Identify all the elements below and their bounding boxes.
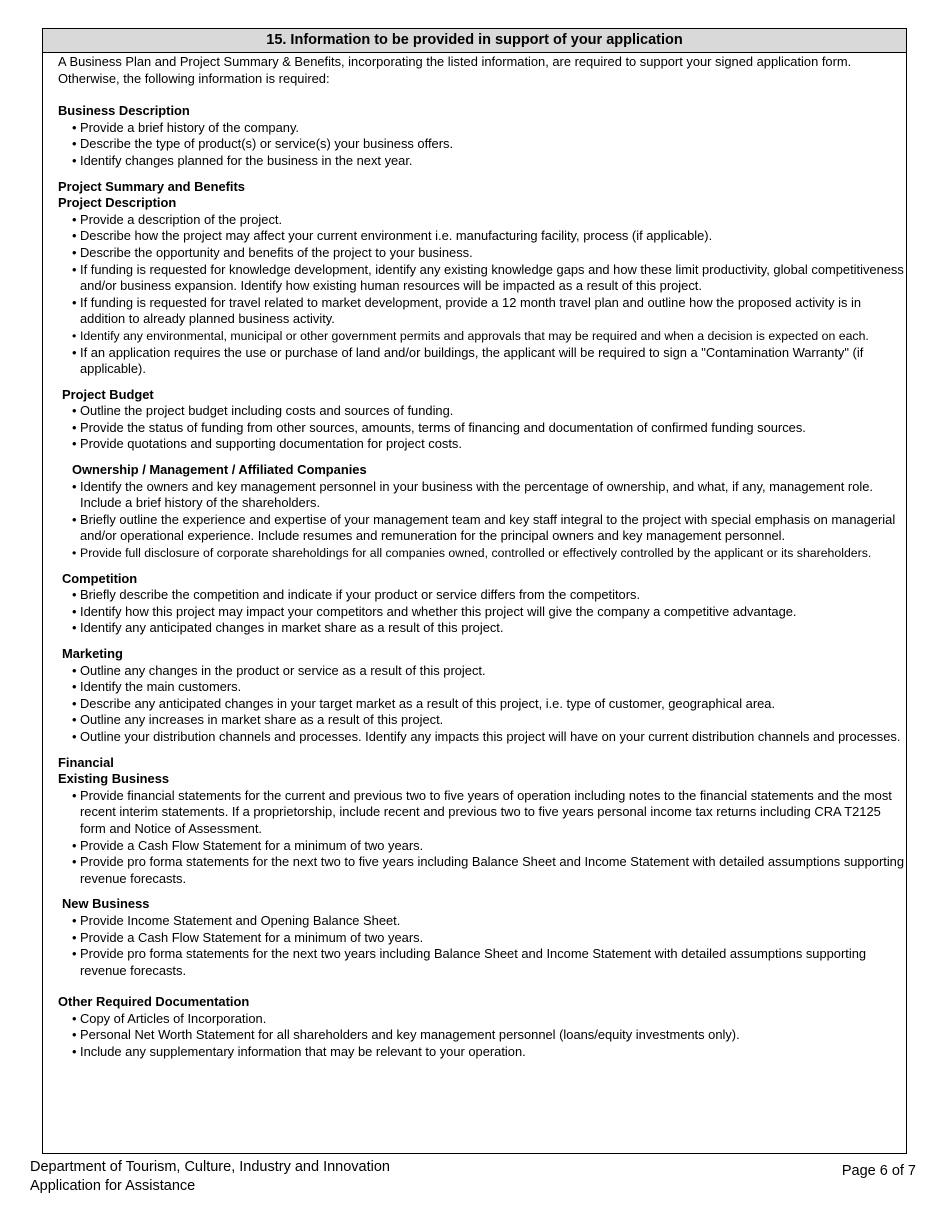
project-summary-heading: Project Summary and Benefits xyxy=(58,178,245,194)
competition-section xyxy=(58,571,906,637)
financial-heading: Financial xyxy=(58,754,114,770)
list-item: • Provide a brief history of the company. xyxy=(72,120,906,137)
marketing-list xyxy=(58,663,906,746)
footer-left xyxy=(30,1158,390,1196)
business-description-section xyxy=(58,103,906,169)
list-item: • Provide the status of funding from other sources, amounts, terms of financing and documentation of confirmed funding sources. xyxy=(72,420,906,437)
project-description-heading: Project Description xyxy=(58,195,177,211)
section-frame xyxy=(42,28,907,1154)
competition-list xyxy=(58,587,906,637)
new-business-heading: New Business xyxy=(62,896,150,912)
list-item: • Outline the project budget including costs and sources of funding. xyxy=(72,403,906,420)
list-item: • If funding is requested for travel related to market development, provide a 12 month travel plan and outline how the proposed activity is in addition to already planned business activity. xyxy=(72,295,906,328)
section-title: 15. Information to be provided in support of your application xyxy=(43,29,906,53)
list-item: • Include any supplementary information that may be relevant to your operation. xyxy=(72,1044,906,1061)
list-item: • Identify changes planned for the business in the next year. xyxy=(72,153,906,170)
project-budget-heading: Project Budget xyxy=(62,386,154,402)
list-item: • Provide financial statements for the current and previous two to five years of operation including notes to the financial statements and the most recent interim statements. If a proprietorship, include recent and previous two to five years personal income tax returns including CRA T2125 form and Notice of Assessment. xyxy=(72,788,906,838)
list-item: • Provide full disclosure of corporate shareholdings for all companies owned, controlled or effectively controlled by the applicant or its shareholders. xyxy=(72,545,906,562)
list-item: • Provide a description of the project. xyxy=(72,212,906,229)
business-description-list xyxy=(58,120,906,170)
list-item: • Identify the owners and key management personnel in your business with the percentage of ownership, and what, if any, management role. Include a brief history of the shareholders. xyxy=(72,479,906,512)
project-description-list xyxy=(58,212,906,378)
list-item: • If an application requires the use or purchase of land and/or buildings, the applicant will be required to sign a "Contamination Warranty" (if applicable). xyxy=(72,345,906,378)
new-business-list xyxy=(58,913,906,979)
footer-form-name: Application for Assistance xyxy=(30,1178,196,1194)
list-item: • Identify how this project may impact your competitors and whether this project will give the company a competitive advantage. xyxy=(72,604,906,621)
list-item: • Personal Net Worth Statement for all shareholders and key management personnel (loans/equity investments only). xyxy=(72,1027,906,1044)
list-item: • Identify any environmental, municipal or other government permits and approvals that may be required and when a decision is expected on each. xyxy=(72,328,906,345)
list-item: • Identify the main customers. xyxy=(72,679,906,696)
page-number: Page 6 of 7 xyxy=(841,1163,916,1179)
section-content xyxy=(43,53,906,1061)
ownership-heading: Ownership / Management / Affiliated Companies xyxy=(72,462,367,478)
intro-paragraph: A Business Plan and Project Summary & Benefits, incorporating the listed information, are required to support your signed application form. Otherwise, the following information is required: xyxy=(58,54,852,86)
list-item: • Copy of Articles of Incorporation. xyxy=(72,1011,906,1028)
competition-heading: Competition xyxy=(62,570,138,586)
existing-business-heading: Existing Business xyxy=(58,771,170,787)
other-docs-list xyxy=(58,1011,906,1061)
list-item: • Describe the opportunity and benefits of the project to your business. xyxy=(72,245,906,262)
list-item: • Provide a Cash Flow Statement for a minimum of two years. xyxy=(72,930,906,947)
list-item: • Identify any anticipated changes in market share as a result of this project. xyxy=(72,620,906,637)
other-docs-section xyxy=(58,994,906,1060)
list-item: • Describe how the project may affect your current environment i.e. manufacturing facility, process (if applicable). xyxy=(72,228,906,245)
list-item: • Describe the type of product(s) or service(s) your business offers. xyxy=(72,136,906,153)
project-budget-section xyxy=(58,387,906,453)
marketing-heading: Marketing xyxy=(62,646,123,661)
other-docs-heading: Other Required Documentation xyxy=(58,994,250,1010)
project-budget-list xyxy=(58,403,906,453)
list-item: • Briefly outline the experience and expertise of your management team and key staff integral to the project with special emphasis on managerial and/or operational experience. Include resumes and remuneration for the principal owners and key management personnel. xyxy=(72,512,906,545)
list-item: • Briefly describe the competition and indicate if your product or service differs from the competitors. xyxy=(72,587,906,604)
list-item: • Describe any anticipated changes in your target market as a result of this project, i.e. type of customer, geographical area. xyxy=(72,696,906,713)
project-summary-section xyxy=(58,179,906,378)
business-description-heading: Business Description xyxy=(58,103,190,119)
list-item: • Outline any changes in the product or service as a result of this project. xyxy=(72,663,906,680)
marketing-section xyxy=(58,646,906,746)
list-item: • Outline your distribution channels and processes. Identify any impacts this project will have on your current distribution channels and processes. xyxy=(72,729,906,746)
list-item: • Provide a Cash Flow Statement for a minimum of two years. xyxy=(72,838,906,855)
list-item: • Provide pro forma statements for the next two to five years including Balance Sheet and Income Statement with detailed assumptions supporting revenue forecasts. xyxy=(72,854,906,887)
list-item: • Provide Income Statement and Opening Balance Sheet. xyxy=(72,913,906,930)
ownership-list xyxy=(58,479,906,562)
ownership-section xyxy=(58,462,906,562)
list-item: • If funding is requested for knowledge development, identify any existing knowledge gaps and how these limit productivity, global competitiveness and/or business expansion. Identify how existing human resources will be impacted as a result of this project. xyxy=(72,262,906,295)
financial-section xyxy=(58,755,906,980)
list-item: • Provide quotations and supporting documentation for project costs. xyxy=(72,436,906,453)
list-item: • Outline any increases in market share as a result of this project. xyxy=(72,712,906,729)
list-item: • Provide pro forma statements for the next two years including Balance Sheet and Income Statement with detailed assumptions supporting revenue forecasts. xyxy=(72,946,906,979)
existing-business-list xyxy=(58,788,906,888)
footer-department: Department of Tourism, Culture, Industry and Innovation xyxy=(30,1159,391,1175)
